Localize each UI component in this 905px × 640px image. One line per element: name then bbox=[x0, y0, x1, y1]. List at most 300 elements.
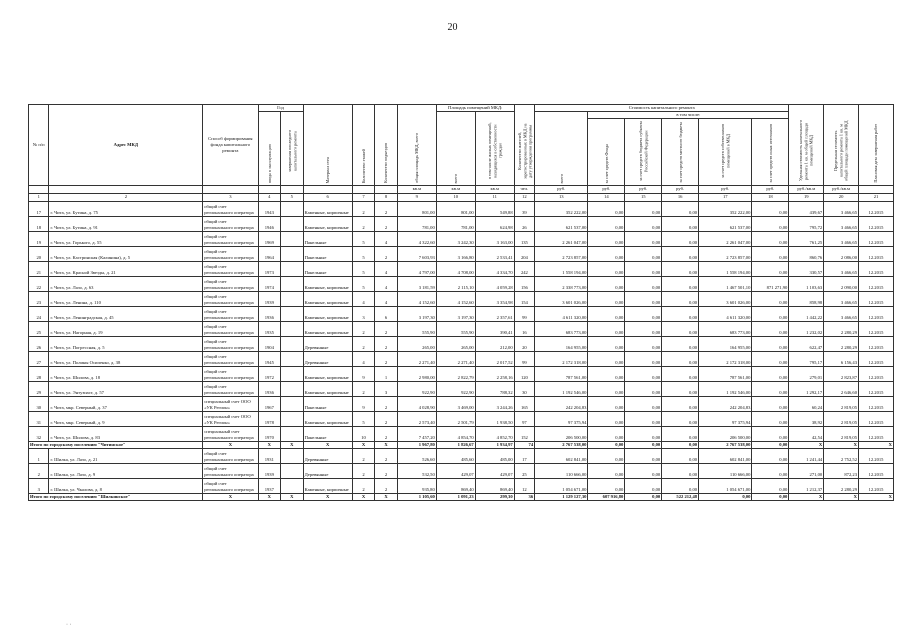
table-cell: 12.2015 bbox=[859, 291, 894, 306]
page-number: 20 bbox=[447, 22, 458, 33]
column-number-cell: 3 bbox=[203, 193, 258, 201]
table-cell: 0,00 bbox=[662, 448, 699, 463]
col-address-header: Адрес МКД bbox=[49, 105, 203, 186]
table-cell bbox=[281, 306, 304, 321]
table-cell: 555,90 bbox=[397, 321, 436, 336]
column-number-cell: 15 bbox=[625, 193, 662, 201]
table-cell: 29 bbox=[29, 381, 49, 396]
unit-cell: руб. bbox=[588, 185, 625, 193]
table-cell: 1945 bbox=[258, 351, 281, 366]
table-cell: Панельные bbox=[303, 396, 352, 411]
table-cell: 0,00 bbox=[752, 396, 789, 411]
table-cell: 1 054 671,00 bbox=[535, 478, 588, 493]
table-cell: 3 197,30 bbox=[436, 306, 475, 321]
table-cell: 2 338 773,00 bbox=[535, 276, 588, 291]
table-cell: 429,07 bbox=[436, 463, 475, 478]
table-cell: 20 bbox=[29, 246, 49, 261]
table-cell: 2 017,52 bbox=[475, 351, 514, 366]
table-cell: 0,00 bbox=[662, 216, 699, 231]
table-cell: Панельные bbox=[303, 231, 352, 246]
table-cell bbox=[281, 261, 304, 276]
table-cell: 1943 bbox=[258, 201, 281, 216]
table-cell: 21 bbox=[29, 261, 49, 276]
total-cell: 1 129 127,30 bbox=[535, 493, 588, 500]
table-cell: 1 bbox=[29, 448, 49, 463]
table-cell bbox=[281, 381, 304, 396]
table-cell: 1946 bbox=[258, 216, 281, 231]
table-cell: 12.2015 bbox=[859, 366, 894, 381]
table-cell: 872,23 bbox=[824, 463, 859, 478]
table-cell: 1936 bbox=[258, 306, 281, 321]
table-cell: 7 457,20 bbox=[397, 426, 436, 441]
col-limit-cost-header: Предельная стоимость капитального ремонта 1 кв. м общей площади помещений МКД bbox=[824, 105, 859, 186]
table-cell: 12.2015 bbox=[859, 321, 894, 336]
table-cell bbox=[281, 276, 304, 291]
table-cell bbox=[281, 478, 304, 493]
table-cell: 1936 bbox=[258, 381, 281, 396]
table-cell: 788,32 bbox=[475, 381, 514, 396]
table-cell: 2 501,79 bbox=[436, 411, 475, 426]
table-cell: 120 bbox=[514, 366, 534, 381]
table-cell: 0,00 bbox=[662, 246, 699, 261]
table-row bbox=[29, 426, 894, 441]
table-cell: 1969 bbox=[258, 231, 281, 246]
total-cell: X bbox=[258, 441, 281, 448]
table-cell: 4 028,90 bbox=[397, 396, 436, 411]
table-cell: 935,80 bbox=[397, 478, 436, 493]
table-cell: 795,72 bbox=[789, 216, 824, 231]
column-number-cell: 12 bbox=[514, 193, 534, 201]
table-cell: 1935 bbox=[258, 321, 281, 336]
table-cell: общий счет регионального оператора bbox=[203, 276, 258, 291]
table-cell: 4 611 320,00 bbox=[535, 306, 588, 321]
table-cell: 0,00 bbox=[588, 321, 625, 336]
unit-cell bbox=[281, 185, 304, 193]
table-cell: 5 bbox=[352, 231, 375, 246]
table-row bbox=[29, 336, 894, 351]
table-cell: 12.2015 bbox=[859, 448, 894, 463]
table-cell: 2 bbox=[375, 321, 398, 336]
table-cell: общий счет регионального оператора bbox=[203, 448, 258, 463]
table-cell bbox=[281, 366, 304, 381]
unit-cell: руб./кв.м bbox=[824, 185, 859, 193]
table-cell: общий счет регионального оператора bbox=[203, 478, 258, 493]
total-cell: 1 934,97 bbox=[475, 441, 514, 448]
table-cell bbox=[281, 216, 304, 231]
table-cell: г. Шилка, ул. Лазо, д. 21 bbox=[49, 448, 203, 463]
unit-cell: руб. bbox=[752, 185, 789, 193]
col-num-header: № п/п bbox=[29, 105, 49, 186]
table-cell: 3 bbox=[375, 381, 398, 396]
table-cell: общий счет регионального оператора bbox=[203, 216, 258, 231]
table-cell: 110 666,00 bbox=[535, 463, 588, 478]
table-cell: 156 bbox=[514, 276, 534, 291]
col-area-owned-header: в том числе жилых помещений, находящихся в собственности граждан bbox=[475, 111, 514, 185]
table-cell: г. Чита, ул. Красной Звезды, д. 21 bbox=[49, 261, 203, 276]
unit-cell: кв.м bbox=[475, 185, 514, 193]
table-cell: специальный счет ООО «УК Регион» bbox=[203, 396, 258, 411]
table-cell: 0,00 bbox=[625, 463, 662, 478]
table-cell: 429,07 bbox=[475, 463, 514, 478]
table-cell: 16 bbox=[514, 321, 534, 336]
column-number-cell: 5 bbox=[281, 193, 304, 201]
table-cell: 3 bbox=[29, 478, 49, 493]
table-cell: 0,00 bbox=[752, 321, 789, 336]
table-cell: 99 bbox=[514, 351, 534, 366]
table-cell: 1967 bbox=[258, 396, 281, 411]
table-cell: 164 955,00 bbox=[699, 336, 752, 351]
total-cell: 522 212,48 bbox=[662, 493, 699, 500]
table-cell: Каменные, кирпичные bbox=[303, 276, 352, 291]
table-cell: 2 bbox=[375, 396, 398, 411]
table-cell: 0,00 bbox=[588, 291, 625, 306]
table-cell: 20 bbox=[514, 336, 534, 351]
table-cell: 3 354,98 bbox=[475, 291, 514, 306]
table-cell: 152 bbox=[514, 426, 534, 441]
col-fund-local-header: за счет средств местного бюджета bbox=[662, 118, 699, 185]
total-label: Итого по городскому поселению "Шилкинское" bbox=[29, 493, 203, 500]
table-cell: 0,00 bbox=[752, 231, 789, 246]
table-cell: 97 375,94 bbox=[699, 411, 752, 426]
table-cell: 2 819,05 bbox=[824, 411, 859, 426]
table-cell: 858,98 bbox=[789, 291, 824, 306]
table-cell: 0,00 bbox=[752, 216, 789, 231]
total-cell: X bbox=[203, 493, 258, 500]
col-method-header: Способ формирования фонда капитального ремонта bbox=[203, 105, 258, 186]
table-cell: Деревянные bbox=[303, 336, 352, 351]
table-cell: 2 261 047,00 bbox=[699, 231, 752, 246]
table-cell: 42,54 bbox=[789, 426, 824, 441]
table-cell: 0,00 bbox=[752, 366, 789, 381]
table-cell: 26 bbox=[514, 216, 534, 231]
table-cell: 135 bbox=[514, 231, 534, 246]
total-cell: 1 826,67 bbox=[436, 441, 475, 448]
table-cell: общий счет регионального оператора bbox=[203, 336, 258, 351]
total-cell: X bbox=[352, 493, 375, 500]
table-cell: 0,00 bbox=[662, 201, 699, 216]
table-cell: 2 bbox=[375, 201, 398, 216]
table-cell: 2 bbox=[352, 216, 375, 231]
table-cell: 2 bbox=[375, 216, 398, 231]
table-cell: 0,00 bbox=[588, 448, 625, 463]
table-cell: 330,57 bbox=[789, 261, 824, 276]
table-cell: 3 242,30 bbox=[436, 231, 475, 246]
table-cell: 390,41 bbox=[475, 321, 514, 336]
table-cell: 0,00 bbox=[752, 291, 789, 306]
table-cell: 3 166,80 bbox=[436, 246, 475, 261]
table-cell: 25 bbox=[29, 321, 49, 336]
column-numbers-row bbox=[29, 193, 894, 201]
table-cell: 2 115,10 bbox=[436, 276, 475, 291]
table-cell: 0,00 bbox=[588, 276, 625, 291]
table-cell: 5 bbox=[352, 246, 375, 261]
table-cell: 23 bbox=[29, 291, 49, 306]
table-cell: 485,00 bbox=[475, 448, 514, 463]
unit-cell bbox=[859, 185, 894, 193]
col-deadline-header: Плановая дата завершения работ bbox=[859, 105, 894, 186]
table-cell: 1931 bbox=[258, 448, 281, 463]
col-unit-cost-header: Удельная стоимость капитального ремонта 1 кв. м общей площади помещений МКД bbox=[789, 105, 824, 186]
table-cell: 32 bbox=[29, 426, 49, 441]
table-cell: г. Чита, ул. Шилова, д. 18 bbox=[49, 366, 203, 381]
table-cell: 0,00 bbox=[752, 463, 789, 478]
table-cell: Каменные, кирпичные bbox=[303, 366, 352, 381]
table-cell: 0,00 bbox=[588, 426, 625, 441]
table-cell bbox=[281, 246, 304, 261]
table-row bbox=[29, 381, 894, 396]
table-row bbox=[29, 411, 894, 426]
unit-cell: кв.м bbox=[436, 185, 475, 193]
col-residents-header: Количество жителей, зарегистрированных в МКД на дату утверждения программы bbox=[514, 105, 534, 186]
table-cell: 3 466,65 bbox=[824, 291, 859, 306]
table-cell: 3 466,65 bbox=[824, 261, 859, 276]
table-cell: 17 bbox=[514, 448, 534, 463]
total-cell: X bbox=[859, 441, 894, 448]
table-cell: 0,00 bbox=[588, 478, 625, 493]
table-cell: 860,76 bbox=[789, 246, 824, 261]
table-cell: г. Чита, ул. Погрессная, д. 5 bbox=[49, 336, 203, 351]
table-cell: 2 280,29 bbox=[824, 321, 859, 336]
table-cell: 12.2015 bbox=[859, 381, 894, 396]
column-number-cell: 6 bbox=[303, 193, 352, 201]
table-cell: 2 280,29 bbox=[824, 336, 859, 351]
table-cell: 0,00 bbox=[625, 336, 662, 351]
table-cell: 3 601 026,00 bbox=[699, 291, 752, 306]
table-cell: 801,00 bbox=[436, 201, 475, 216]
table-cell: 0,00 bbox=[662, 291, 699, 306]
table-cell: 12.2015 bbox=[859, 478, 894, 493]
table-cell: 0,00 bbox=[752, 201, 789, 216]
table-cell: 0,00 bbox=[588, 366, 625, 381]
table-row bbox=[29, 216, 894, 231]
table-cell: 0,00 bbox=[662, 306, 699, 321]
table-cell: 242 204,83 bbox=[699, 396, 752, 411]
table-cell: 4 bbox=[352, 351, 375, 366]
table-cell: 0,00 bbox=[588, 261, 625, 276]
table-cell: Каменные, кирпичные bbox=[303, 381, 352, 396]
table-cell: 2 bbox=[352, 321, 375, 336]
table-cell: 781,00 bbox=[436, 216, 475, 231]
column-number-cell: 9 bbox=[397, 193, 436, 201]
unit-cell bbox=[258, 185, 281, 193]
table-cell: 12.2015 bbox=[859, 306, 894, 321]
table-cell: 4 334,70 bbox=[475, 261, 514, 276]
table-cell: 1 292,17 bbox=[789, 381, 824, 396]
table-row bbox=[29, 276, 894, 291]
table-cell: 0,00 bbox=[588, 351, 625, 366]
table-cell: 27 bbox=[29, 351, 49, 366]
table-cell: 2 bbox=[375, 478, 398, 493]
table-cell: 4 bbox=[375, 291, 398, 306]
table-cell: 2 573,40 bbox=[397, 411, 436, 426]
table-cell: 2 819,05 bbox=[824, 396, 859, 411]
table-cell: общий счет регионального оператора bbox=[203, 261, 258, 276]
table-cell: 683 773,00 bbox=[535, 321, 588, 336]
total-cell: 2 767 538,00 bbox=[699, 441, 752, 448]
table-cell: 2 822,79 bbox=[436, 366, 475, 381]
table-cell: 154 bbox=[514, 291, 534, 306]
table-cell: 12 bbox=[514, 478, 534, 493]
table-cell: 1978 bbox=[258, 411, 281, 426]
total-cell: X bbox=[281, 493, 304, 500]
table-cell: 0,00 bbox=[752, 351, 789, 366]
table-cell: 204 bbox=[514, 246, 534, 261]
table-cell: 10 bbox=[352, 426, 375, 441]
table-cell: 0,00 bbox=[625, 321, 662, 336]
table-cell: 781,00 bbox=[397, 216, 436, 231]
table-cell: г. Чита, мкр. Северный, д. 9 bbox=[49, 411, 203, 426]
unit-cell bbox=[29, 185, 49, 193]
table-cell: 2 533,41 bbox=[475, 246, 514, 261]
col-cost-incl-header: в том числе: bbox=[588, 111, 789, 118]
table-cell: 4 152,60 bbox=[436, 291, 475, 306]
table-cell: 24 bbox=[29, 306, 49, 321]
total-cell: X bbox=[375, 493, 398, 500]
table-cell: 0,00 bbox=[662, 426, 699, 441]
table-cell: 2 271,40 bbox=[436, 351, 475, 366]
table-cell: 2 086,00 bbox=[824, 246, 859, 261]
table-cell: 28 bbox=[29, 366, 49, 381]
table-cell: г. Чита, ул. Ленинградская, д. 45 bbox=[49, 306, 203, 321]
table-cell: 0,00 bbox=[588, 381, 625, 396]
table-cell: 0,00 bbox=[752, 426, 789, 441]
table-cell: 2 280,29 bbox=[824, 478, 859, 493]
column-number-cell: 14 bbox=[588, 193, 625, 201]
total-cell: X bbox=[203, 441, 258, 448]
table-cell: 683 773,00 bbox=[699, 321, 752, 336]
table-cell: 30 bbox=[514, 381, 534, 396]
table-cell: Каменные, кирпичные bbox=[303, 201, 352, 216]
table-cell: 0,00 bbox=[588, 231, 625, 246]
table-row bbox=[29, 478, 894, 493]
table-cell: 0,00 bbox=[662, 463, 699, 478]
table-cell: 0,00 bbox=[625, 246, 662, 261]
table-cell: 12.2015 bbox=[859, 463, 894, 478]
table-cell: 2 646,60 bbox=[824, 381, 859, 396]
table-cell: 2 bbox=[352, 448, 375, 463]
table-cell: общий счет регионального оператора bbox=[203, 463, 258, 478]
table-cell: 165 bbox=[514, 396, 534, 411]
table-cell: 97 375,94 bbox=[535, 411, 588, 426]
table-cell: 12.2015 bbox=[859, 246, 894, 261]
table-cell: 4 852,70 bbox=[475, 426, 514, 441]
total-cell: 607 916,80 bbox=[588, 493, 625, 500]
table-cell: 2 357,61 bbox=[475, 306, 514, 321]
table-cell: 2 271,40 bbox=[397, 351, 436, 366]
unit-cell bbox=[375, 185, 398, 193]
column-number-cell: 8 bbox=[375, 193, 398, 201]
table-cell: 0,00 bbox=[588, 396, 625, 411]
table-cell: 526,60 bbox=[397, 448, 436, 463]
table-cell: 1 558 194,00 bbox=[699, 261, 752, 276]
table-cell: г. Чита, ул. Шилова, д. 83 bbox=[49, 426, 203, 441]
col-cost-group-header: Стоимость капитального ремонта bbox=[535, 105, 789, 112]
table-cell: 25 bbox=[514, 463, 534, 478]
unit-cell: кв.м bbox=[397, 185, 436, 193]
total-cell: X bbox=[824, 493, 859, 500]
total-cell: 1 105,60 bbox=[397, 493, 436, 500]
table-cell: 0,00 bbox=[625, 366, 662, 381]
table-row bbox=[29, 366, 894, 381]
total-cell: 299,30 bbox=[475, 493, 514, 500]
table-cell: 485,60 bbox=[436, 448, 475, 463]
table-cell: 0,00 bbox=[588, 336, 625, 351]
table-cell: г. Чита, ул. Кастринская (Калинина), д. 5 bbox=[49, 246, 203, 261]
total-cell: X bbox=[303, 493, 352, 500]
table-cell: 31 bbox=[29, 411, 49, 426]
table-row bbox=[29, 396, 894, 411]
table-cell: 0,00 bbox=[662, 351, 699, 366]
table-cell: Каменные, кирпичные bbox=[303, 321, 352, 336]
table-cell: 4 611 320,00 bbox=[699, 306, 752, 321]
table-cell: общий счет регионального оператора bbox=[203, 351, 258, 366]
table-cell: 622,47 bbox=[789, 336, 824, 351]
table-cell: 869,40 bbox=[436, 478, 475, 493]
table-cell: 0,00 bbox=[752, 411, 789, 426]
table-cell: специальный счет регионального оператора bbox=[203, 426, 258, 441]
table-cell: 0,00 bbox=[625, 351, 662, 366]
table-cell: 0,00 bbox=[588, 411, 625, 426]
table-cell: 1 103,63 bbox=[789, 276, 824, 291]
total-cell: 36 bbox=[514, 493, 534, 500]
table-cell: 0,00 bbox=[625, 291, 662, 306]
table-cell: 2 bbox=[375, 448, 398, 463]
col-fund-other-header: за счет средств иных источников bbox=[752, 118, 789, 185]
table-cell: 0,00 bbox=[625, 276, 662, 291]
table-cell: 1973 bbox=[258, 261, 281, 276]
col-total-area-header: общая площадь МКД, всего bbox=[397, 105, 436, 186]
table-cell: 871 271,90 bbox=[752, 276, 789, 291]
table-cell: 0,00 bbox=[662, 231, 699, 246]
total-cell: X bbox=[789, 441, 824, 448]
table-cell: 602 841,00 bbox=[535, 448, 588, 463]
table-cell: 2 bbox=[352, 463, 375, 478]
table-cell: Каменные, кирпичные bbox=[303, 478, 352, 493]
table-cell: 3 469,00 bbox=[436, 396, 475, 411]
table-cell: Каменные, кирпичные bbox=[303, 411, 352, 426]
table-cell: 1 212,37 bbox=[789, 478, 824, 493]
table-cell: общий счет регионального оператора bbox=[203, 201, 258, 216]
table-cell: 0,00 bbox=[662, 381, 699, 396]
table-cell: 97 bbox=[514, 411, 534, 426]
table-cell: Деревянные bbox=[303, 351, 352, 366]
table-cell: 6 bbox=[375, 306, 398, 321]
total-cell: X bbox=[352, 441, 375, 448]
table-cell: 12.2015 bbox=[859, 231, 894, 246]
table-cell: 4 bbox=[375, 261, 398, 276]
table-cell bbox=[281, 321, 304, 336]
table-cell: 2 258,16 bbox=[475, 366, 514, 381]
column-number-cell: 16 bbox=[662, 193, 699, 201]
table-cell: 0,00 bbox=[752, 246, 789, 261]
table-cell: 2 bbox=[29, 463, 49, 478]
table-cell: 39 bbox=[514, 201, 534, 216]
table-cell: 0,00 bbox=[588, 306, 625, 321]
table-cell: 2 bbox=[375, 246, 398, 261]
col-cost-all-header: всего bbox=[535, 111, 588, 185]
table-cell: общий счет регионального оператора bbox=[203, 291, 258, 306]
table-cell: г. Шилка, ул. Чкалова, д. 8 bbox=[49, 478, 203, 493]
table-cell: Каменные, кирпичные bbox=[303, 306, 352, 321]
table-cell: 0,00 bbox=[752, 261, 789, 276]
unit-cell bbox=[49, 185, 203, 193]
total-cell: 0,00 bbox=[662, 441, 699, 448]
table-row bbox=[29, 321, 894, 336]
table-cell: 2 723 857,00 bbox=[535, 246, 588, 261]
table-cell: 0,00 bbox=[662, 261, 699, 276]
table-cell: 1970 bbox=[258, 426, 281, 441]
col-walls-header: Материал стен bbox=[303, 105, 352, 186]
